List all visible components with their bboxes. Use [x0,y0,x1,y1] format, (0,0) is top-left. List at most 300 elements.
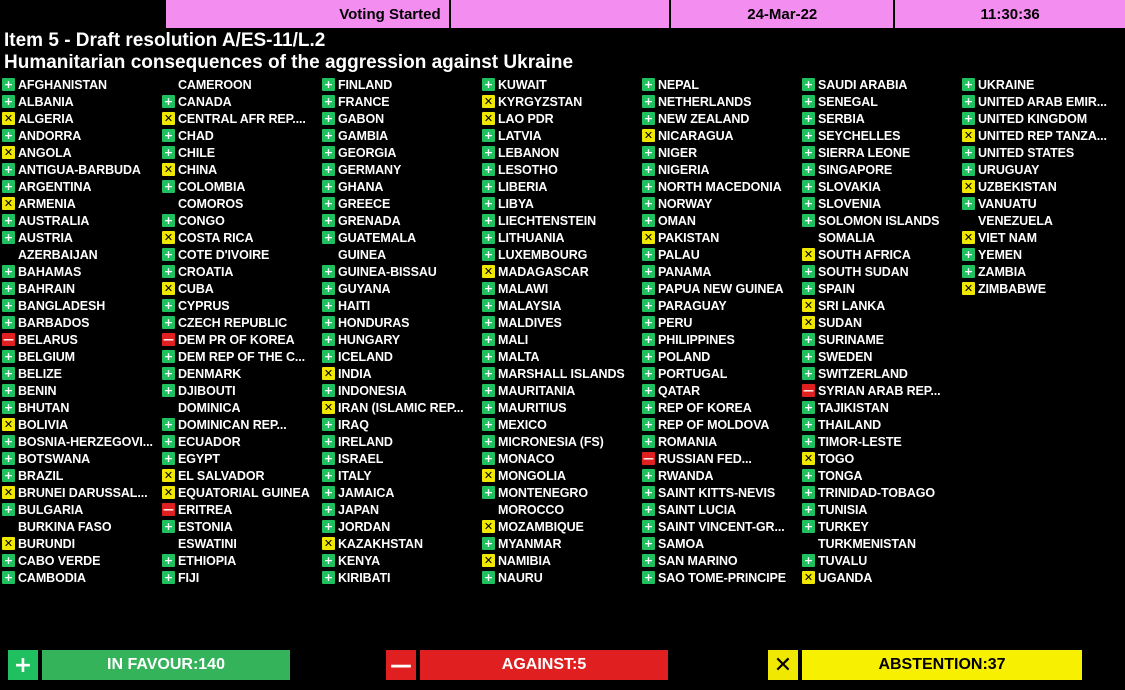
country-name: MADAGASCAR [498,264,589,279]
vote-favour-icon: + [163,520,174,533]
vote-favour-icon: + [803,78,814,91]
country-name: GREECE [338,196,391,211]
country-name: MYANMAR [498,536,562,551]
country-name: CZECH REPUBLIC [178,315,288,330]
vote-none-icon [162,78,175,91]
country-name: CHILE [178,145,216,160]
vote-favour-icon: + [643,248,654,261]
country-name: REP OF MOLDOVA [658,417,770,432]
country-name: CABO VERDE [18,553,101,568]
vote-favour-icon: + [803,333,814,346]
country-name: SOUTH AFRICA [818,247,911,262]
vote-against-icon: — [163,503,174,516]
country-row [482,569,642,586]
vote-abstain-icon: ✕ [3,197,14,210]
country-name: MEXICO [498,417,547,432]
vote-favour-icon: + [803,265,814,278]
country-row [322,161,482,178]
country-name: CROATIA [178,264,234,279]
country-name: NAMIBIA [498,553,551,568]
country-row [802,246,962,263]
vote-favour-icon: + [803,163,814,176]
vote-abstain-icon: ✕ [323,367,334,380]
country-name: VIET NAM [978,230,1037,245]
vote-favour-icon: + [3,469,14,482]
vote-favour-icon: + [483,486,494,499]
vote-favour-icon: + [803,435,814,448]
voting-status: Voting Started [166,0,451,28]
vote-abstain-icon: ✕ [3,486,14,499]
vote-against-icon: — [163,333,174,346]
vote-favour-icon: + [483,197,494,210]
vote-none-icon [482,503,495,516]
country-row [2,399,162,416]
vote-against-icon: — [803,384,814,397]
country-name: FINLAND [338,77,393,92]
country-row [642,144,802,161]
vote-favour-icon: + [323,231,334,244]
vote-favour-icon: + [163,418,174,431]
country-row [482,280,642,297]
country-row [802,263,962,280]
vote-favour-icon: + [963,78,974,91]
vote-favour-icon: + [963,146,974,159]
country-name: KUWAIT [498,77,547,92]
country-row [482,195,642,212]
country-row [482,416,642,433]
vote-favour-icon: + [483,367,494,380]
country-row [322,365,482,382]
country-name: CUBA [178,281,214,296]
vote-favour-icon: + [483,129,494,142]
country-row [642,331,802,348]
vote-favour-icon: + [483,537,494,550]
country-name: MICRONESIA (FS) [498,434,604,449]
country-name: NICARAGUA [658,128,734,143]
country-vote-grid [0,76,1125,586]
country-column [802,76,962,586]
country-name: HUNGARY [338,332,401,347]
vote-favour-icon: + [3,316,14,329]
country-name: SOUTH SUDAN [818,264,909,279]
country-row [162,297,322,314]
vote-favour-icon: + [3,367,14,380]
country-name: NEW ZEALAND [658,111,750,126]
country-row [802,212,962,229]
country-row [162,331,322,348]
vote-favour-icon: + [163,95,174,108]
tally-against [386,650,668,680]
country-row [642,416,802,433]
country-row [482,93,642,110]
country-name: BURKINA FASO [18,519,112,534]
country-name: COSTA RICA [178,230,254,245]
vote-abstain-icon: ✕ [163,163,174,176]
country-row [2,127,162,144]
country-row [642,178,802,195]
abstain-icon: ✕ [768,650,798,680]
country-name: SWEDEN [818,349,873,364]
vote-favour-icon: + [803,112,814,125]
country-row [642,552,802,569]
country-row [802,178,962,195]
country-name: TURKMENISTAN [818,536,916,551]
country-name: LESOTHO [498,162,558,177]
country-row [162,535,322,552]
vote-favour-icon: + [643,503,654,516]
country-row [642,263,802,280]
country-name: VENEZUELA [978,213,1053,228]
country-name: SOMALIA [818,230,875,245]
country-row [162,399,322,416]
country-name: URUGUAY [978,162,1040,177]
vote-favour-icon: + [483,418,494,431]
vote-favour-icon: + [163,350,174,363]
vote-favour-icon: + [3,163,14,176]
vote-favour-icon: + [643,486,654,499]
country-name: ICELAND [338,349,393,364]
country-column [482,76,642,586]
country-column [322,76,482,586]
country-row [802,467,962,484]
country-row [322,501,482,518]
vote-favour-icon: + [483,333,494,346]
country-name: CAMBODIA [18,570,86,585]
country-row [482,348,642,365]
vote-favour-icon: + [483,452,494,465]
country-row [482,127,642,144]
country-row [482,382,642,399]
country-name: HAITI [338,298,371,313]
country-name: UZBEKISTAN [978,179,1057,194]
country-name: SAINT LUCIA [658,502,737,517]
country-name: TONGA [818,468,863,483]
vote-favour-icon: + [3,554,14,567]
country-row [2,212,162,229]
country-name: SURINAME [818,332,884,347]
vote-none-icon [802,231,815,244]
country-name: CANADA [178,94,232,109]
country-name: BULGARIA [18,502,84,517]
country-name: NIGER [658,145,698,160]
country-name: JAMAICA [338,485,395,500]
country-row [322,127,482,144]
vote-abstain-icon: ✕ [643,231,654,244]
country-row [2,93,162,110]
country-name: PARAGUAY [658,298,727,313]
vote-abstain-icon: ✕ [483,265,494,278]
country-row [322,314,482,331]
vote-abstain-icon: ✕ [3,418,14,431]
country-name: LAO PDR [498,111,554,126]
vote-favour-icon: + [163,316,174,329]
country-row [642,382,802,399]
country-row [962,246,1123,263]
country-row [802,416,962,433]
country-name: TAJIKISTAN [818,400,889,415]
vote-favour-icon: + [163,554,174,567]
country-row [322,433,482,450]
vote-favour-icon: + [323,418,334,431]
country-row [482,297,642,314]
country-row [802,161,962,178]
vote-favour-icon: + [643,384,654,397]
country-row [802,297,962,314]
country-row [802,569,962,586]
country-name: RWANDA [658,468,714,483]
country-row [482,501,642,518]
vote-abstain-icon: ✕ [163,112,174,125]
country-row [2,280,162,297]
country-name: AFGHANISTAN [18,77,107,92]
country-row [962,195,1123,212]
country-row [2,263,162,280]
vote-none-icon [802,537,815,550]
header-date: 24-Mar-22 [671,0,895,28]
country-name: IRAQ [338,417,369,432]
agenda-title-block [0,28,1125,74]
header-time: 11:30:36 [895,0,1125,28]
country-row [2,314,162,331]
country-name: LUXEMBOURG [498,247,588,262]
vote-abstain-icon: ✕ [323,401,334,414]
country-name: COTE D'IVOIRE [178,247,270,262]
vote-favour-icon: + [643,418,654,431]
vote-favour-icon: + [483,316,494,329]
country-name: ANTIGUA-BARBUDA [18,162,141,177]
vote-favour-icon: + [323,282,334,295]
vote-favour-icon: + [323,316,334,329]
country-name: LIBYA [498,196,534,211]
country-row [322,416,482,433]
header-bar [0,0,1125,28]
vote-favour-icon: + [3,129,14,142]
country-row [482,450,642,467]
vote-favour-icon: + [323,333,334,346]
country-name: ESWATINI [178,536,237,551]
country-name: DJIBOUTI [178,383,236,398]
country-name: BARBADOS [18,315,90,330]
header-left-spacer [0,0,166,28]
country-name: GERMANY [338,162,402,177]
country-row [2,297,162,314]
country-row [802,365,962,382]
country-row [162,569,322,586]
vote-favour-icon: + [643,367,654,380]
country-row [322,110,482,127]
vote-favour-icon: + [3,78,14,91]
vote-favour-icon: + [163,452,174,465]
country-name: CENTRAL AFR REP.... [178,111,306,126]
country-name: BAHAMAS [18,264,82,279]
country-row [802,501,962,518]
vote-favour-icon: + [963,248,974,261]
country-name: ITALY [338,468,372,483]
country-row [962,110,1123,127]
country-row [642,280,802,297]
vote-favour-icon: + [3,384,14,397]
country-row [162,246,322,263]
country-row [802,127,962,144]
country-name: SIERRA LEONE [818,145,911,160]
vote-abstain-icon: ✕ [963,231,974,244]
vote-favour-icon: + [163,214,174,227]
vote-abstain-icon: ✕ [483,554,494,567]
country-row [802,399,962,416]
country-name: KAZAKHSTAN [338,536,423,551]
country-name: EQUATORIAL GUINEA [178,485,310,500]
vote-abstain-icon: ✕ [963,129,974,142]
vote-abstain-icon: ✕ [803,571,814,584]
vote-favour-icon: + [803,418,814,431]
vote-favour-icon: + [483,282,494,295]
vote-favour-icon: + [963,197,974,210]
country-name: BURUNDI [18,536,75,551]
country-row [162,518,322,535]
country-name: SAINT VINCENT-GR... [658,519,785,534]
country-row [322,382,482,399]
country-row [322,212,482,229]
country-name: TUNISIA [818,502,868,517]
country-name: ETHIOPIA [178,553,237,568]
country-name: KIRIBATI [338,570,391,585]
country-name: MALAYSIA [498,298,562,313]
country-row [642,348,802,365]
country-row [962,280,1123,297]
vote-favour-icon: + [483,571,494,584]
country-name: TIMOR-LESTE [818,434,902,449]
vote-favour-icon: + [643,180,654,193]
vote-favour-icon: + [963,163,974,176]
vote-favour-icon: + [643,214,654,227]
country-name: CHINA [178,162,218,177]
country-name: DEM REP OF THE C... [178,349,306,364]
country-name: PERU [658,315,693,330]
country-name: INDONESIA [338,383,407,398]
country-row [802,484,962,501]
country-row [482,229,642,246]
country-name: ANGOLA [18,145,72,160]
country-row [322,331,482,348]
country-row [962,76,1123,93]
vote-favour-icon: + [643,350,654,363]
country-name: LATVIA [498,128,542,143]
country-name: THAILAND [818,417,882,432]
country-row [2,348,162,365]
country-name: NORWAY [658,196,713,211]
vote-favour-icon: + [3,214,14,227]
vote-favour-icon: + [483,231,494,244]
country-name: LEBANON [498,145,560,160]
tally-in-favour [8,650,290,680]
country-name: AZERBAIJAN [18,247,98,262]
vote-none-icon [162,197,175,210]
country-row [482,467,642,484]
country-name: ARGENTINA [18,179,92,194]
vote-favour-icon: + [3,265,14,278]
vote-favour-icon: + [3,282,14,295]
vote-favour-icon: + [323,503,334,516]
country-row [802,93,962,110]
country-row [642,501,802,518]
country-row [802,110,962,127]
vote-favour-icon: + [323,520,334,533]
country-row [2,144,162,161]
country-name: GUATEMALA [338,230,417,245]
country-row [482,314,642,331]
vote-favour-icon: + [643,469,654,482]
vote-favour-icon: + [3,435,14,448]
vote-favour-icon: + [323,129,334,142]
vote-against-icon: — [3,333,14,346]
country-row [322,348,482,365]
country-name: NAURU [498,570,543,585]
country-name: BENIN [18,383,57,398]
country-row [2,382,162,399]
country-row [322,450,482,467]
vote-favour-icon: + [323,435,334,448]
vote-abstain-icon: ✕ [963,282,974,295]
vote-favour-icon: + [3,231,14,244]
vote-favour-icon: + [3,452,14,465]
country-name: DOMINICA [178,400,241,415]
country-name: SYRIAN ARAB REP... [818,383,941,398]
country-name: BOSNIA-HERZEGOVI... [18,434,153,449]
country-name: MOROCCO [498,502,564,517]
vote-favour-icon: + [323,163,334,176]
country-row [162,365,322,382]
country-row [802,314,962,331]
country-column [162,76,322,586]
country-name: BOTSWANA [18,451,91,466]
country-name: AUSTRALIA [18,213,90,228]
country-row [2,229,162,246]
country-row [962,178,1123,195]
vote-favour-icon: + [163,384,174,397]
country-name: SEYCHELLES [818,128,901,143]
country-row [162,110,322,127]
country-name: ECUADOR [178,434,241,449]
country-row [162,161,322,178]
country-row [642,161,802,178]
country-row [962,93,1123,110]
abstention-count: ABSTENTION:37 [802,650,1082,680]
country-row [322,569,482,586]
vote-none-icon [2,248,15,261]
vote-favour-icon: + [643,265,654,278]
vote-abstain-icon: ✕ [323,537,334,550]
country-name: ISRAEL [338,451,384,466]
country-name: UGANDA [818,570,873,585]
vote-favour-icon: + [643,299,654,312]
country-row [2,484,162,501]
country-name: SLOVAKIA [818,179,881,194]
vote-favour-icon: + [3,401,14,414]
tally-bar [0,648,1125,682]
country-name: LIBERIA [498,179,548,194]
vote-favour-icon: + [483,248,494,261]
vote-abstain-icon: ✕ [3,537,14,550]
vote-favour-icon: + [3,299,14,312]
vote-favour-icon: + [483,299,494,312]
vote-favour-icon: + [3,180,14,193]
country-name: CHAD [178,128,214,143]
country-name: BAHRAIN [18,281,75,296]
country-row [642,365,802,382]
country-row [162,484,322,501]
country-name: SUDAN [818,315,862,330]
vote-abstain-icon: ✕ [163,486,174,499]
